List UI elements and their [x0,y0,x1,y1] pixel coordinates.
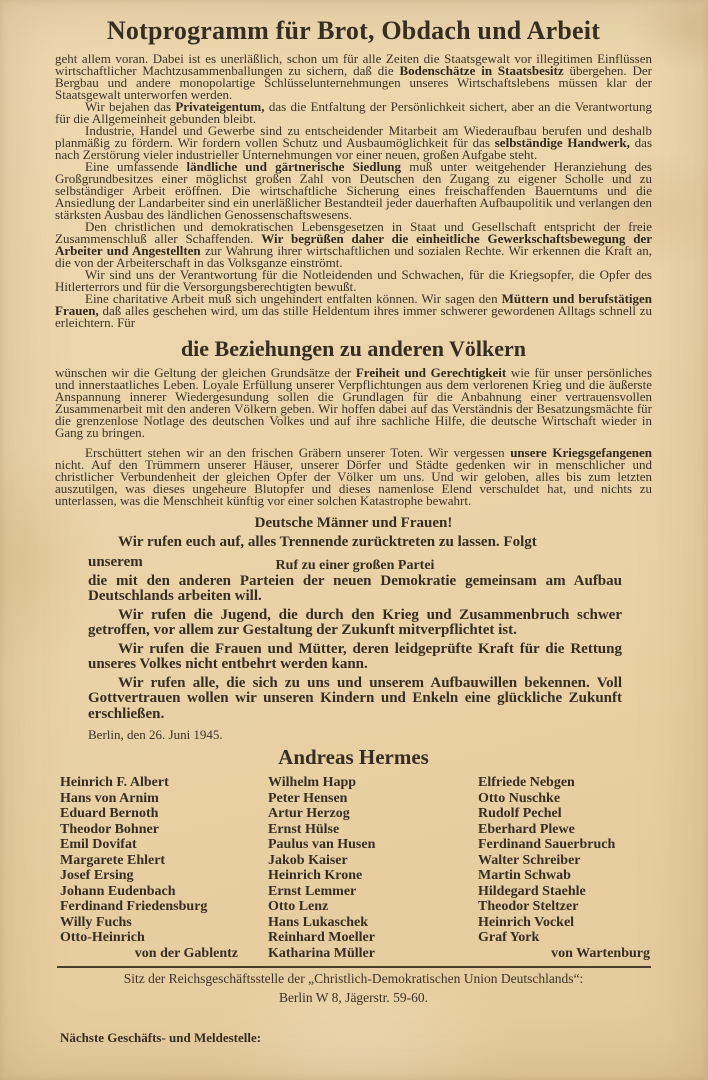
program-section [55,53,652,329]
signatory-name: Willy Fuchs [60,914,132,930]
paragraph: Wir bejahen das Privateigentum, das die Entfaltung der Persönlichkeit sichert, aber an die Verantwortung für die Allgemeinheit gebunden bleibt. [55,99,652,126]
signatory-column-3 [478,775,652,961]
signatory-name: von der Gablentz [134,945,238,961]
bottom-note: Nächste Geschäfts- und Meldestelle: [60,1030,262,1045]
signatory-column-2 [268,775,478,961]
signatory-name: Rudolf Pechel [478,806,562,821]
paragraph: Den christlichen und demokratischen Lebensgesetzen in Staat und Gesellschaft entspricht der freie Zusammenschluß aller Schaffenden. Wir begrüßen daher die einheitliche Gewerkschaftsbewegung der Arbeiter und Angestellten zur Wahrung ihrer wirtschaftlichen und sozialen Rechte. Wir erkennen die Kraft an, die von der Arbeiterschaft in das Volksganze einströmt. [55,219,652,270]
party-call-slogan: Ruf zu einer großen Partei [275,557,435,573]
signatory-name: Otto-Heinrich [60,930,145,945]
signatory-name: Reinhard Moeller [268,930,375,945]
paragraph: Eine umfassende ländliche und gärtnerische Siedlung muß unter weitgehender Heranziehung des Großgrundbesitzes einer möglichst großen Zahl von Deutschen den Zugang zu eigener Scholle und zu selbständiger Arbeit eröffnen. Die wirtschaftliche Sicherung eines freischaffenden Bauerntums und die Ansiedlung der Landarbeiter sind ein unerläßlicher Bestandteil jeder dauerhaften Aufbaupolitik und verlangen den stärksten Ausbau des ländlichen Genossenschaftswesens. [55,159,652,222]
signature-name: Andreas Hermes [278,745,429,769]
appeal-call-intro: Wir rufen euch auf, alles Trennende zurücktreten zu lassen. Folgt [118,534,537,550]
signatory-name: Johann Eudenbach [60,883,176,899]
signatory-name: Hans von Arnim [60,790,159,806]
signatory-name: Emil Dovifat [60,837,137,852]
signatory-name: Eberhard Plewe [478,821,575,837]
appeal-call-row [88,554,622,572]
signatory-name: Hans Lukaschek [268,914,368,930]
signatories-grid [60,775,652,961]
signatory-column-1 [60,775,268,961]
signatory-name: Peter Hensen [268,790,348,806]
document-title: Notprogramm für Brot, Obdach und Arbeit [106,16,601,45]
paragraph: wünschen wir die Geltung der gleichen Grundsätze der Freiheit und Gerechtigkeit wie für unser persönliches und innerstaatliches Leben. Loyale Erfüllung unserer Verpflichtungen aus dem verlorenen Krieg und die äußerste Anspannung innerer Wiedergesundung sollen die Grundlagen für die Anbahnung einer vertrauensvollen Zusammenarbeit mit den anderen Völkern geben. Wir hoffen dabei auf das Verständnis der Besatzungsmächte für die grenzenlose Notlage des deutschen Volkes und auf ihre sachliche Hilfe, die deutsche Wirtschaft wieder in Gang zu bringen. [55,365,653,440]
signatory-name: Eduard Bernoth [60,806,159,821]
foreign-relations-section [55,367,652,507]
signatory-name: Ferdinand Friedensburg [60,899,208,914]
signatory-name: Otto Nuschke [478,790,561,806]
signatory-name: Heinrich F. Albert [60,775,169,790]
signatory-name: Ferdinand Sauerbruch [478,837,616,852]
signatory-name: Katharina Müller [268,945,375,961]
signatory-name: Theodor Bohner [60,821,159,837]
paragraph: Industrie, Handel und Gewerbe sind zu entscheidender Mitarbeit am Wiederaufbau berufen und deshalb planmäßig zu fördern. Wir fordern vollen Schutz und Ausbaumöglichkeit für das selbständige Handwerk, das nach Zerstörung vieler industrieller Unternehmungen vor einer neuen, großen Aufgabe steht. [55,123,652,162]
paragraph: Wir rufen die Frauen und Mütter, deren leidgeprüfte Kraft für die Rettung unseres Volkes nicht entbehrt werden kann. [88,640,622,672]
signatory-name: Heinrich Krone [268,868,363,883]
signatory-name: Margarete Ehlert [60,852,166,868]
signatory-name: Elfriede Nebgen [478,775,575,790]
appeal-block [88,535,622,722]
signatory-name: Graf York [478,930,540,945]
appeal-call-rest: die mit den anderen Parteien der neuen Demokratie gemeinsam am Aufbau Deutschlands arbeiten will. [88,572,622,604]
signatory-name: von Wartenburg [551,945,650,961]
signatory-name: Martin Schwab [478,868,571,883]
signatory-name: Ernst Lemmer [268,883,357,899]
paragraph: Wir rufen die Jugend, die durch den Krieg und Zusammenbruch schwer getroffen, vor allem zur Gestaltung der Zukunft mitverpflichtet ist. [88,606,622,638]
signatory-name: Wilhelm Happ [268,775,357,790]
foreign-relations-heading: die Beziehungen zu anderen Völkern [180,336,527,361]
paragraph: Wir rufen alle, die sich zu uns und unserem Aufbauwillen bekennen. Voll Gottvertrauen wollen wir unseren Kindern und Enkeln eine glückliche Zukunft erschließen. [88,674,622,722]
paragraph: Wir sind uns der Verantwortung für die Notleidenden und Schwachen, für die Kriegsopfer, die Opfer des Hitlerterrors und für die Versorgungsberechtigten bewußt. [55,267,652,294]
paragraph: Eine charitative Arbeit muß sich ungehindert entfalten können. Wir sagen den Müttern und berufstätigen Frauen, daß alles geschehen wird, um das stille Heldentum ihres immer schwerer gewordenen Alltags schnell zu erleichtern. Für [55,291,653,330]
signatory-name: Otto Lenz [268,899,329,914]
signatory-name: Josef Ersing [60,868,134,883]
signatory-name: Jakob Kaiser [268,852,348,868]
footer-address-line1: Sitz der Reichsgeschäftsstelle der „Christlich-Demokratischen Union Deutschlands“: [123,971,584,986]
signatory-name: Hildegard Staehle [478,883,586,899]
footer-address-line2: Berlin W 8, Jägerstr. 59-60. [278,990,429,1005]
signatory-name: Ernst Hülse [268,821,340,837]
signatory-name: Walter Schreiber [478,852,581,868]
signatory-name: Heinrich Vockel [478,914,575,930]
appeal-paragraphs [88,608,622,723]
signatory-name: Artur Herzog [268,806,350,821]
paragraph: geht allem voran. Dabei ist es unerläßlich, schon um für alle Zeiten die Staatsgewalt vor illegitimen Einflüssen wirtschaftlicher Machtzusammenballungen zu sichern, daß die Bodenschätze in Staatsbesitz übergehen. Der Bergbau und andere monopolartige Schlüsselunternehmungen unseres Wirtschaftslebens müssen klar der Staatsgewalt unterworfen werden. [55,51,652,102]
date-line: Berlin, den 26. Juni 1945. [88,727,223,742]
address-heading: Deutsche Männer und Frauen! [254,515,453,531]
appeal-call-carry: unserem [88,553,143,570]
footer-divider [57,966,651,968]
signatory-name: Paulus van Husen [268,837,376,852]
paragraph: Erschüttert stehen wir an den frischen Gräbern unserer Toten. Wir vergessen unsere Kriegsgefangenen nicht. Auf den Trümmern unserer Häuser, unserer Dörfer und Städte gedenken wir in menschlicher und christlicher Verbundenheit der gleichen Opfer der Völker um uns. Und wir geloben, alles bis zum letzten auszutilgen, was dieses ungeheure Blutopfer und dieses namenlose Elend verschuldet hat, und nichts zu unterlassen, was die Menschheit künftig vor einer solchen Katastrophe bewahrt. [55,445,652,508]
signatory-name: Theodor Steltzer [478,899,579,914]
